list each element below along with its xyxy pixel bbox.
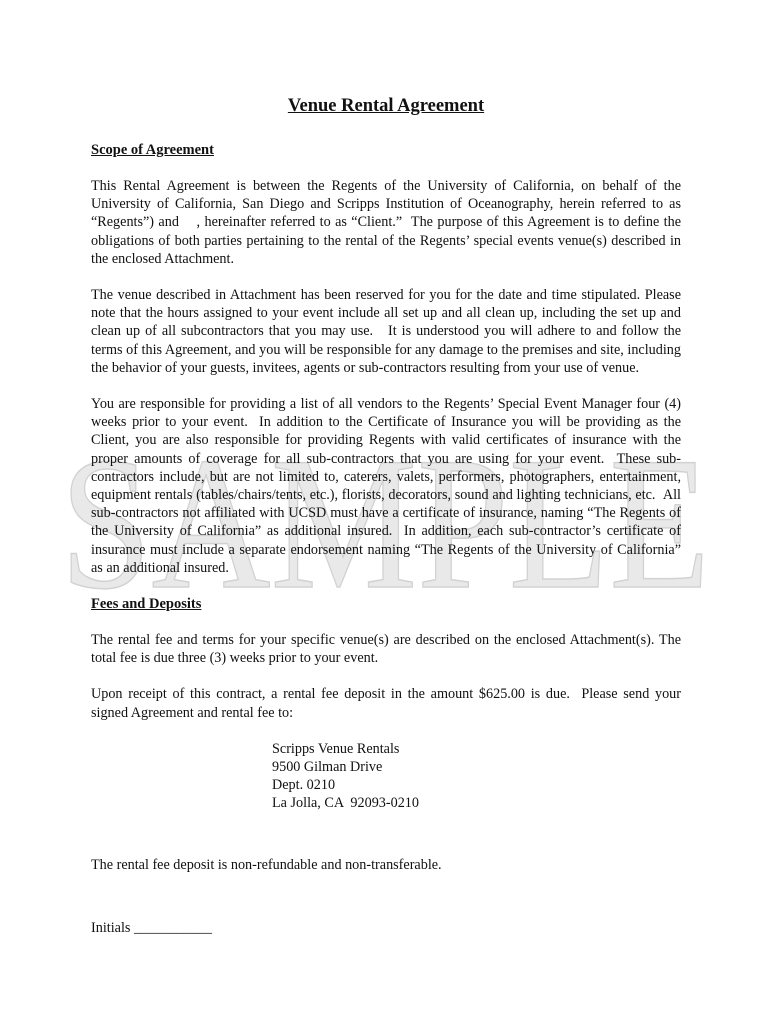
scope-heading: Scope of Agreement (91, 142, 214, 158)
address-line-2: 9500 Gilman Drive (272, 759, 383, 776)
address-line-4: La Jolla, CA 92093-0210 (272, 795, 419, 812)
initials-line[interactable]: Initials ___________ (91, 919, 212, 936)
deposit-note: The rental fee deposit is non-refundable and non-transferable. (91, 856, 442, 873)
address-line-3: Dept. 0210 (272, 777, 336, 794)
address-line-1: Scripps Venue Rentals (272, 740, 400, 757)
document-page (91, 94, 681, 937)
fees-heading: Fees and Deposits (91, 596, 202, 613)
mailing-address (272, 740, 681, 813)
scope-paragraph-3: You are responsible for providing a list of all vendors to the Regents’ Special Event Manager four (4) weeks prior to your event. In addition to the Certificate of Insurance you will be providing as the Client, you are also responsible for providing Regents with valid certificates of insurance with the proper amounts of coverage for all sub-contractors that you are using for your event. These sub-contractors include, but are not limited to, caterers, valets, performers, photographers, entertainment, equipment rentals (tables/chairs/tents, etc.), florists, decorators, sound and lighting technicians, etc. All sub-contractors not affiliated with UCSD must have a certificate of insurance, naming “The Regents of the University of California” as additional insured. In addition, each sub-contractor’s certificate of insurance must include a separate endorsement naming “The Regents of the University of California” as an additional insured. (91, 396, 681, 576)
scope-paragraph-1: This Rental Agreement is between the Regents of the University of California, on behalf of the University of California, San Diego and Scripps Institution of Oceanography, herein referred to as “Regents”) and , hereinafter referred to as “Client.” The purpose of this Agreement is to define the obligations of both parties pertaining to the rental of the Regents’ special events venue(s) described in the enclosed Attachment. (91, 178, 681, 267)
scope-paragraph-2: The venue described in Attachment has been reserved for you for the date and time stipulated. Please note that the hours assigned to your event include all set up and all clean up, including the set up and clean up of all subcontractors that you may use. It is understood you will adhere to and follow the terms of this Agreement, and you will be responsible for any damage to the premises and site, including the behavior of your guests, invitees, agents or sub-contractors resulting from your use of venue. (91, 287, 681, 376)
document-title: Venue Rental Agreement (287, 96, 485, 116)
fees-paragraph-2: Upon receipt of this contract, a rental fee deposit in the amount $625.00 is due. Please send your signed Agreement and rental fee to: (91, 686, 681, 721)
fees-paragraph-1: The rental fee and terms for your specific venue(s) are described on the enclosed Attachment(s). The total fee is due three (3) weeks prior to your event. (91, 632, 681, 667)
sample-watermark-text: SAMPLE (60, 419, 710, 615)
